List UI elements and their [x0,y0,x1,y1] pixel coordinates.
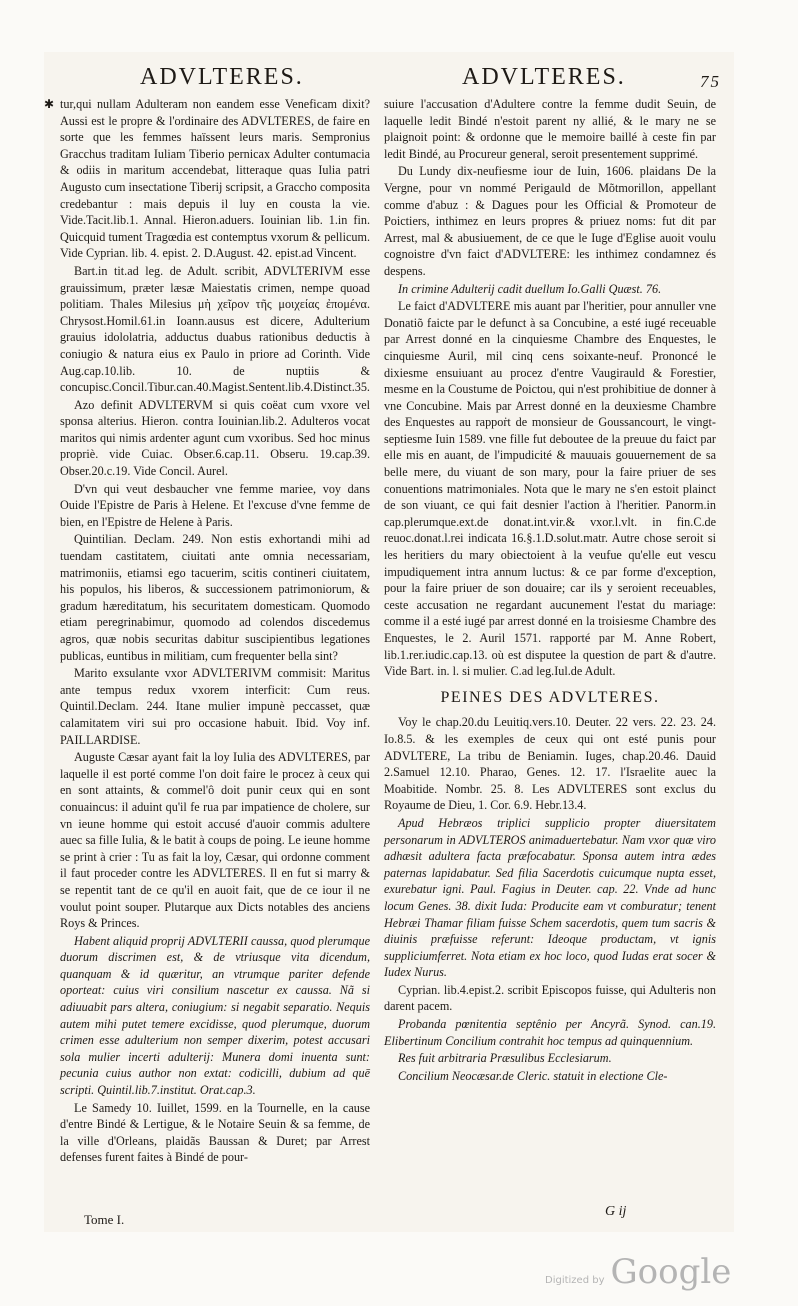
right-paragraph-10: Concilium Neocæsar.de Cleric. statuit in electione Cle- [398,1068,668,1083]
running-head-left: ADVLTERES. [140,64,304,90]
page-number: 75 [700,72,721,91]
volume-label: Tome I. [84,1212,125,1227]
section-heading: PEINES DES ADVLTERES. [440,688,660,706]
left-paragraph-2: Bart.in tit.ad leg. de Adult. scribit, ADVLTERIVM esse grauissimum, præter læsæ Maiestatis crimen, nempe quoad politiam. Thales Milesius μὴ χεῖρον τῆς μοιχείας ἐπομένα. Chrysost.Homil.61.in Ioann.ausus est dicere, Adulterium grauius idololatria, adductus duabus rationibus deductis à coniugio & natura eius ex Paulo in priore ad Corinth. Vide Aug.cap.10.lib. 10. de nuptiis & concupisc.Concil.Tibur.can.40.Magist.Sentent.lib.4.Distinct.35. [60,263,370,395]
running-head-right: ADVLTERES. [462,64,626,90]
right-paragraph-8: Probanda pœnitentia septênio per Ancyrã. Synod. can.19. Elibertinum Concilium contrahit hoc tempus ad quinquennium. [384,1017,716,1048]
left-paragraph-7: Auguste Cæsar ayant fait la loy Iulia des ADVLTERES, par laquelle il est porté comme l'on doit faire le procez à ceux qui en sont attaints, & commel'ô doit punir ceux qui en sont conuaincus: il aduint qu'il fe rua par impatience de cholere, sur vn ieune homme qui estoit accusé d'auoir commis adultere auec sa fille Iulia, & le batit à coups de poing. Le ieune homme se print à crier : Tu as fait la loy, Cæsar, qui ordonne comment il faut proceder contre les ADVLTERES. Il en fut si marry & se repentit tant de ce qu'il en auoit fait, que de ce iour il ne voulut point souper. Plutarque aux Dicts notables des anciens Roys & Princes. [60,750,370,931]
left-paragraph-5: Quintilian. Declam. 249. Non estis exhortandi mihi ad tuendam castitatem, ciuitati ante omnia necessariam, matrimoniis, etiamsi ego tacuerim, scitis contineri ciuitatem, his populos, his liberos, & successionem patrimoniorum, & gradum hæreditatum, his securitatem domesticam. Quomodo etiam peregrinabimur, quomodo ad colendos discedemus agros, quæ nobis securitas dabitur suscipientibus legationes publicas, euntibus in militiam, cum frequenter bella sint? [60,532,370,663]
right-paragraph-1: suiure l'accusation d'Adultere contre la femme dudit Seuin, de laquelle ledit Bindé n'estoit parent ny allié, & le mary ne se plaignoit point: & ordonne que le memoire baillé à ceste fin par ledit Bindé, au Procureur general, seroit presentement supprimé. [384,97,716,161]
left-paragraph-1: tur,qui nullam Adulteram non eandem esse Veneficam dixit? Aussi est le propre & l'ordinaire des ADVLTERES, de faire en sorte que les femmes haïssent leurs maris. Sempronius Gracchus traditam Iuliam Tiberio pernicax Adulter contumacia & odiis in maritum accendebat, litteraque quas Iulia patri Augusto cum insectatione Tiberij scripsit, a Graccho composita credebantur : mais depuis il luy en cousta la vie. Vide.Tacit.lib.1. Annal. Hieron.aduers. Iouinian lib. 1.in fin. Quicquid tument Tragœdia est contemptus vxorum & pellicum. Vide Cyprian. lib. 4. epist. 2. D.August. 42. epist.ad Vincent. [60,97,370,261]
margin-marker-icon: ✱ [44,97,55,111]
right-column [384,96,716,1084]
right-paragraph-4: Le faict d'ADVLTERE mis auant par l'heritier, pour annuller vne Donatiõ faicte par le defunct à sa Concubine, a esté iugé receuable par Arrest donné en la cinquiesme Chambre des Enquestes, le cinquiesme Auril, mil cinq cens soixante-neuf. Prononcé le dixiesme ensuiuant au procez d'entre Vaugirauld & Forestier, mesme en la Coustume de Poictou, qui n'est prohibitiue de donner à vne Concubine. Mais par Arrest donné en la deuxiesme Chambre des Enquestes au rappoṙt de monsieur de Goussancourt, le vingt-septiesme Iuin 1589. vne fille fut deboutee de la preuue du faict par elle mis en auant, de l'impudicité & mauuais gouuernement de sa belle mere, du viuant de son mary, pour la faire priuer de ses conuentions matrimoniales. Nota que le mary ne s'en estoit plainct de son viuant, ce qui fait desnier l'action à l'heritier. Panorm.in cap.plerumque.ext.de donat.int.vir.& vxor.l.vlt. in fin.C.de reuoc.donat.l.rei indicata 16.§.1.D.solut.matr. Autre chose seroit si les heritiers du mary obiectoient à la veufue qu'elle eut vescu impudiquement intra annum luctus: & ce par forme d'exception, pour la faire priuer de son douaire; car ils y seroient receuables, ceste accusation ne regardant aucunement l'estat du mariage: comme il a esté iugé par arrest donné en la troisiesme Chambre des Enquestes, le 2. Auril 1571. rapporté par M. Anne Robert, lib.1.rer.iudic.cap.13. où est disputee la question de part & d'autre. Vide Bart. in. l. si mulier. C.ad leg.Iul.de Adult. [384,299,716,679]
left-paragraph-9: Le Samedy 10. Iuillet, 1599. en la Tournelle, en la cause d'entre Bindé & Lertigue, & le Notaire Seuin & sa femme, de la ville d'Orleans, plaidãs Baussan & Duret; par Arrest defenses furent faites à Bindé de pour- [60,1100,370,1165]
watermark-caption: Digitized by [545,1275,605,1286]
right-paragraph-5: Voy le chap.20.du Leuitiq.vers.10. Deuter. 22 vers. 22. 23. 24. Io.8.5. & les exemples de ceux qui ont esté punis pour ADVLTERE, La tribu de Beniamin. Iuges, chap.20.46. Dauid 2.Samuel 12.10. Pharao, Genes. 12. 17. l'Israelite auec la Moabitide. Nombr. 25. 8. Les ADVLTERES sont exclus du Royaume de Dieu, 1. Cor. 6.9. Hebr.13.4. [384,715,716,813]
signature-mark: G ij [605,1204,627,1219]
left-paragraph-6: Marito exsulante vxor ADVLTERIVM commisit: Maritus ante tempus redux vxorem interficit: Cum reus. Quintil.Declam. 244. Itane mulier impunè peccasset, quæ calamitatem viri sui pro occasione habuit. Ibid. Voy inf. PAILLARDISE. [60,666,370,747]
watermark-logo: Google [610,1252,732,1292]
right-paragraph-6: Apud Hebræos triplici supplicio propter diuersitatem personarum in ADVLTEROS animaduertebatur. Nam vxor quæ viro adhæsit adultera facta præfocabatur. Sponsa autem intra ædes paternas lapidabatur. Sed filia Sacerdotis cuicumque nupta esset, exurebatur igni. Paul. Fagius in Deuter. cap. 22. Vnde ad hunc locum Genes. 38. dixit Iuda: Producite eam vt comburatur; tenent Hebræi Thamar filiam fuisse Schem sacerdotis, quem tum sacris & diuinis præfuisse referunt: Ideoque productam, vt ignis suppliciumferret. Nota etiam ex hoc loco, quod Iudas erat socer & Iudex Nurus. [384,815,716,980]
right-paragraph-3: In crimine Adulterij cadit duellum Io.Galli Quæst. 76. [398,281,662,296]
left-paragraph-4: D'vn qui veut desbaucher vne femme mariee, voy dans Ouide l'Epistre de Paris à Helene. Et l'excuse d'vne femme de bien, en l'Epistre de Helene à Paris. [60,481,370,529]
left-paragraph-3: Azo definit ADVLTERVM si quis coëat cum vxore vel sponsa alterius. Hieron. contra Iouinian.lib.2. Adulteros vocat maritos qui nimis ardenter agunt cum vxoribus. Sed hoc minus propriè. vide Cuiac. Obser.6.cap.11. Obseru. 19.cap.39. Obser.20.c.19. Vide Concil. Aurel. [60,397,370,479]
left-column [60,96,370,1166]
right-paragraph-7: Cyprian. lib.4.epist.2. scribit Episcopos fuisse, qui Adulteris non darent pacem. [384,982,716,1014]
right-paragraph-2: Du Lundy dix-neufiesme iour de Iuin, 1606. plaidans De la Vergne, pour vn nommé Perigauld de Mõtmorillon, appellant comme d'abuz : & Dagues pour les Official & Promoteur de Poictiers, inthimez en leurs propres & priuez noms: fut dit par Arrest, mal & abusiuement, de ce que le Iuge d'Eglise auoit voulu cognoistre d'vn faict d'ADVLTERE: les inthimez condamnez és despens. [384,164,716,278]
digitized-watermark [545,1252,731,1292]
left-paragraph-8: Habent aliquid proprij ADVLTERII caussa, quod plerumque duorum discrimen est, & de vtriusque vita dicendum, quanquam & id quæritur, an vtrumque pariter defende oporteat: cuius viri consilium nascetur ex caussa. Nã si adiuuabit pars altera, coniugium: si negabit separatio. Nequis autem mihi putet temere excidisse, quod plerumque, duorum crimen esse adulterium non semper dixerim, potest accusari sola mulier incerti adulterij: Munera domi inuenta sunt: pecunia cuius author non extat: codicilli, dubium ad quē scripti. Quintil.lib.7.institut. Orat.cap.3. [60,933,370,1098]
right-paragraph-9: Res fuit arbitraria Præsulibus Ecclesiarum. [398,1051,612,1066]
